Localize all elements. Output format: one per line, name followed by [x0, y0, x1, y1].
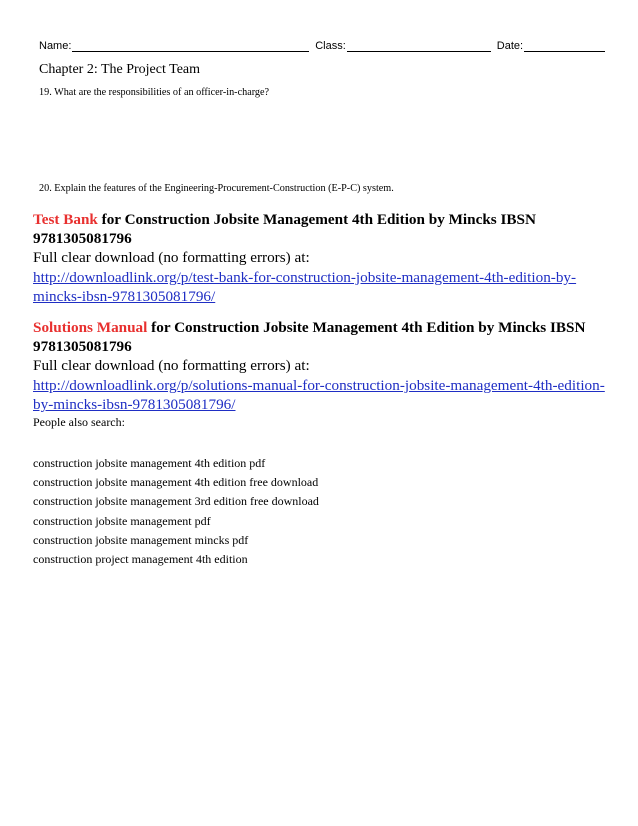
list-item: construction jobsite management 3rd edition free download — [33, 494, 319, 509]
name-label: Name: — [39, 40, 72, 52]
class-label: Class: — [315, 40, 346, 52]
list-item: construction project management 4th edition — [33, 551, 248, 566]
solutions-manual-download-text: Full clear download (no formatting errors) at: — [33, 357, 310, 374]
test-bank-heading — [33, 210, 608, 248]
list-item: construction jobsite management 4th edition pdf — [33, 456, 266, 470]
chapter-title: Chapter 2: The Project Team — [39, 62, 201, 77]
solutions-manual-accent: Solutions Manual — [33, 319, 148, 336]
people-also-search-label: People also search: — [33, 415, 125, 429]
test-bank-accent: Test Bank — [33, 211, 98, 228]
question-20: 20. Explain the features of the Engineering-Procurement-Construction (E-P-C) system. — [39, 183, 394, 194]
date-blank — [524, 40, 605, 52]
list-item: construction jobsite management pdf — [33, 513, 211, 528]
date-label: Date: — [496, 40, 524, 52]
class-blank — [347, 40, 491, 52]
solutions-manual-title: for Construction Jobsite Management 4th Edition by Mincks IBSN 9781305081796 — [33, 319, 586, 355]
search-list — [33, 454, 319, 569]
name-blank — [72, 40, 309, 52]
solutions-manual-link[interactable]: http://downloadlink.org/p/solutions-manual-for-construction-jobsite-management-4th-edition-by-mincks-ibsn-9781305081796/ — [33, 377, 605, 413]
solutions-manual-heading — [33, 318, 608, 356]
list-item: construction jobsite management mincks pdf — [33, 532, 249, 547]
test-bank-title: for Construction Jobsite Management 4th Edition by Mincks IBSN 9781305081796 — [33, 211, 536, 247]
list-item: construction jobsite management 4th edition free download — [33, 475, 319, 490]
worksheet-header — [39, 40, 605, 52]
test-bank-link[interactable]: http://downloadlink.org/p/test-bank-for-construction-jobsite-management-4th-edition-by-mincks-ibsn-9781305081796/ — [33, 269, 577, 305]
question-19: 19. What are the responsibilities of an officer-in-charge? — [39, 87, 270, 98]
test-bank-download-text: Full clear download (no formatting errors) at: — [33, 249, 310, 266]
